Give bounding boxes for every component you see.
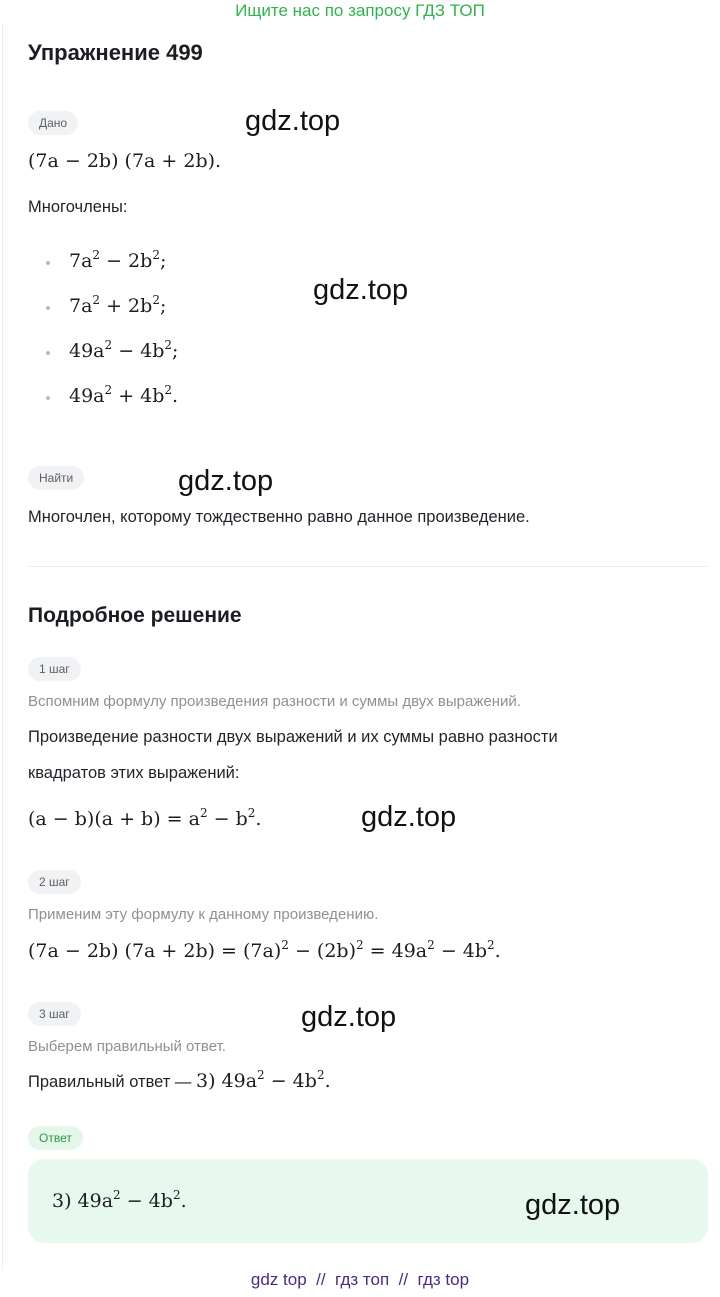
- step-1-pill: 1 шаг: [28, 657, 81, 681]
- answer-formula: 3) $49a^2 - 4b^2$.: [52, 1188, 187, 1212]
- solution-title: Подробное решение: [28, 604, 242, 627]
- watermark: gdz.top: [313, 274, 409, 306]
- step-2-pill: 2 шаг: [28, 870, 81, 894]
- watermark: gdz.top: [301, 1001, 397, 1033]
- step-3-hint: Выберем правильный ответ.: [28, 1038, 226, 1055]
- step-3-pill: 3 шаг: [28, 1002, 81, 1026]
- find-pill: Найти: [28, 466, 84, 490]
- footer: [0, 1270, 720, 1290]
- option-2: $7a^2 + 2b^2$;: [69, 293, 167, 317]
- bullet-icon: [46, 396, 50, 400]
- polynomials-label: Многочлены:: [28, 198, 128, 216]
- watermark: gdz.top: [245, 105, 341, 137]
- given-expression: (7a − 2b) (7a + 2b).: [28, 150, 222, 172]
- footer-link-2[interactable]: гдз топ: [335, 1270, 390, 1289]
- step-2-hint: Применим эту формулу к данному произведению.: [28, 906, 379, 923]
- footer-separator: //: [316, 1270, 326, 1289]
- bullet-icon: [46, 261, 50, 265]
- option-3: $49a^2 - 4b^2$;: [69, 338, 179, 362]
- exercise-title: Упражнение 499: [28, 40, 203, 65]
- step-1-line-1: Произведение разности двух выражений и их суммы равно разности: [28, 728, 558, 746]
- divider: [28, 566, 708, 567]
- bullet-icon: [46, 351, 50, 355]
- footer-link-3[interactable]: гдз top: [417, 1270, 470, 1289]
- watermark: gdz.top: [525, 1189, 621, 1221]
- footer-link-1[interactable]: gdz top: [250, 1270, 307, 1289]
- step-2-formula: (7a − 2b) $(7a + 2b) = (7a)^2 - (2b)^2 = 49a^2 - 4b^2$.: [28, 938, 501, 962]
- option-1: $7a^2 - 2b^2$;: [69, 248, 167, 272]
- answer-pill: Ответ: [28, 1126, 83, 1150]
- option-4: $49a^2 + 4b^2$.: [69, 383, 179, 407]
- find-text: Многочлен, которому тождественно равно данное произведение.: [28, 508, 530, 526]
- top-banner[interactable]: Ищите нас по запросу ГДЗ ТОП: [235, 1, 485, 20]
- step-1-formula: $(a - b)(a + b) = a^2 - b^2$.: [28, 806, 262, 830]
- footer-separator: //: [398, 1270, 409, 1289]
- bullet-icon: [46, 306, 50, 310]
- step-1-hint: Вспомним формулу произведения разности и суммы двух выражений.: [28, 693, 521, 710]
- step-1-line-2: квадратов этих выражений:: [28, 764, 240, 782]
- step-3-answer: Правильный ответ — 3) $49a^2 - 4b^2$.: [28, 1068, 331, 1092]
- watermark: gdz.top: [361, 801, 457, 833]
- given-pill: Дано: [28, 111, 78, 135]
- watermark: gdz.top: [178, 465, 274, 497]
